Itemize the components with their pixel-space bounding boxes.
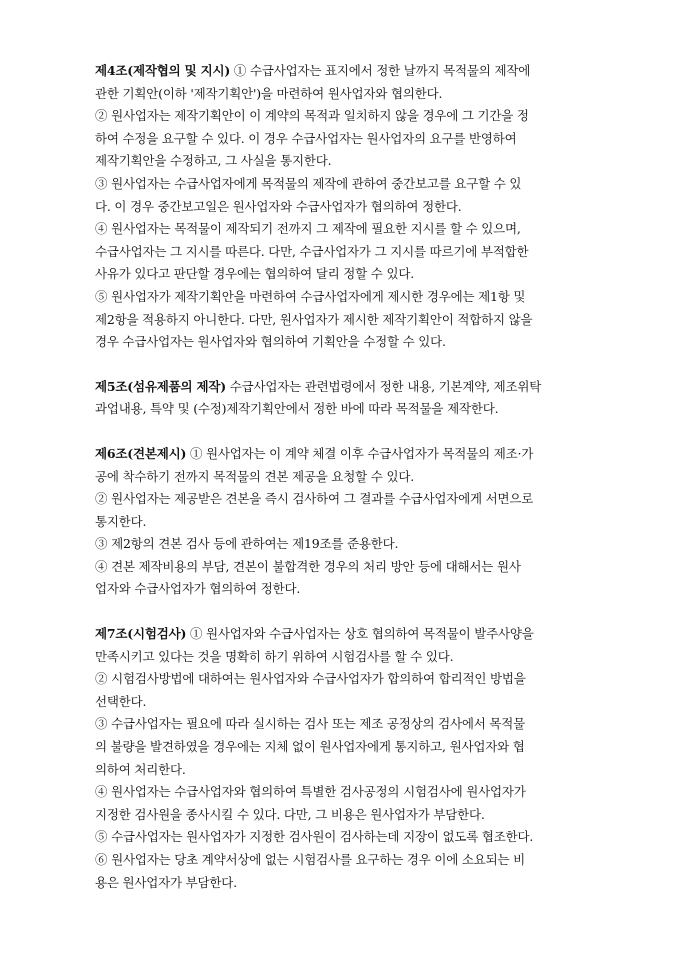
article-line: ⑤ 수급사업자는 원사업자가 지정한 검사원이 검사하는데 지장이 없도록 협조한다. bbox=[95, 829, 534, 845]
article-line: 경우 수급사업자는 원사업자와 협의하여 기획안을 수정할 수 있다. bbox=[95, 334, 446, 350]
article-7 bbox=[95, 623, 585, 894]
article-line: 하여 수정을 요구할 수 있다. 이 경우 수급사업자는 원사업자의 요구를 반영하여 bbox=[95, 130, 517, 146]
article-line: 지정한 검사원을 종사시킬 수 있다. 다만, 그 비용은 원사업자가 부담한다. bbox=[95, 806, 485, 822]
article-line: 통지한다. bbox=[95, 513, 147, 529]
article-line: ③ 원사업자는 수급사업자에게 목적물의 제작에 관하여 중간보고를 요구할 수 있 bbox=[95, 175, 522, 191]
article-heading: 제4조(제작협의 및 지시) bbox=[95, 63, 231, 78]
article-line: 다. 이 경우 중간보고일은 원사업자와 수급사업자가 협의하여 정한다. bbox=[95, 198, 462, 214]
article-line: 제2항을 적용하지 아니한다. 다만, 원사업자가 제시한 제작기획안이 적합하지 않을 bbox=[95, 311, 533, 327]
article-line: ④ 원사업자는 목적물이 제작되기 전까지 그 제작에 필요한 지시를 할 수 있으며, bbox=[95, 221, 521, 237]
article-text: 수급사업자는 관련법령에서 정한 내용, 기본계약, 제조위탁 bbox=[225, 378, 542, 394]
article-text: ① 원사업자와 수급사업자는 상호 협의하여 목적물이 발주사양을 bbox=[186, 626, 534, 642]
article-line: 만족시키고 있다는 것을 명확히 하기 위하여 시험검사를 할 수 있다. bbox=[95, 648, 454, 664]
article-line: 수급사업자는 그 지시를 따른다. 다만, 수급사업자가 그 지시를 따르기에 부적합한 bbox=[95, 243, 529, 259]
article-4 bbox=[95, 60, 585, 354]
article-line: ⑤ 원사업자가 제작기획안을 마련하여 수급사업자에게 제시한 경우에는 제1항 및 bbox=[95, 288, 526, 304]
article-heading: 제7조(시험검사) bbox=[95, 626, 187, 642]
article-line bbox=[95, 376, 585, 399]
article-line bbox=[95, 623, 585, 646]
article-line: 사유가 있다고 판단할 경우에는 협의하여 달리 정할 수 있다. bbox=[95, 266, 414, 282]
article-line: 제작기획안을 수정하고, 그 사실을 통지한다. bbox=[95, 153, 332, 169]
article-line: 업자와 수급사업자가 협의하여 정한다. bbox=[95, 581, 301, 597]
article-line: ② 원사업자는 제공받은 견본을 즉시 검사하여 그 결과를 수급사업자에게 서면으로 bbox=[95, 491, 534, 507]
article-line: 의하여 처리한다. bbox=[95, 761, 186, 777]
article-line: ⑥ 원사업자는 당초 계약서상에 없는 시험검사를 요구하는 경우 이에 소요되는 비 bbox=[95, 852, 526, 867]
article-heading: 제5조(섬유제품의 제작) bbox=[95, 378, 226, 394]
article-line bbox=[95, 60, 585, 83]
article-line: ③ 수급사업자는 필요에 따라 실시하는 검사 또는 제조 공정상의 검사에서 목적물 bbox=[95, 716, 526, 732]
article-line: ④ 원사업자는 수급사업자와 협의하여 특별한 검사공정의 시험검사에 원사업자가 bbox=[95, 784, 526, 800]
article-line: 공에 착수하기 전까지 목적물의 견본 제공을 요청할 수 있다. bbox=[95, 468, 414, 484]
article-text: ① 원사업자는 이 계약 체결 이후 수급사업자가 목적물의 제조·가 bbox=[186, 445, 534, 461]
article-line: 용은 원사업자가 부담한다. bbox=[95, 874, 237, 890]
article-6 bbox=[95, 443, 585, 601]
article-line: ③ 제2항의 견본 검사 등에 관하여는 제19조를 준용한다. bbox=[95, 536, 399, 552]
article-line: 과업내용, 특약 및 (수정)제작기획안에서 정한 바에 따라 목적물을 제작한다. bbox=[95, 401, 499, 417]
article-text: ① 수급사업자는 표지에서 정한 날까지 목적물의 제작에 bbox=[230, 63, 531, 78]
article-line: 의 불량을 발견하였을 경우에는 지체 없이 원사업자에게 통지하고, 원사업자와 협 bbox=[95, 739, 525, 755]
article-line: ② 시험검사방법에 대하여는 원사업자와 수급사업자가 합의하여 합리적인 방법을 bbox=[95, 671, 526, 687]
article-line: 관한 기획안(이하 '제작기획안')을 마련하여 원사업자와 협의한다. bbox=[95, 85, 443, 101]
document-page bbox=[95, 60, 585, 916]
article-heading: 제6조(견본제시) bbox=[95, 445, 187, 461]
article-line: ④ 견본 제작비용의 부담, 견본이 불합격한 경우의 처리 방안 등에 대해서는 원사 bbox=[95, 558, 521, 574]
article-line: 선택한다. bbox=[95, 693, 147, 709]
article-line: ② 원사업자는 제작기획안이 이 계약의 목적과 일치하지 않을 경우에 그 기간을 정 bbox=[95, 108, 529, 124]
article-5 bbox=[95, 376, 585, 421]
article-line bbox=[95, 443, 585, 466]
